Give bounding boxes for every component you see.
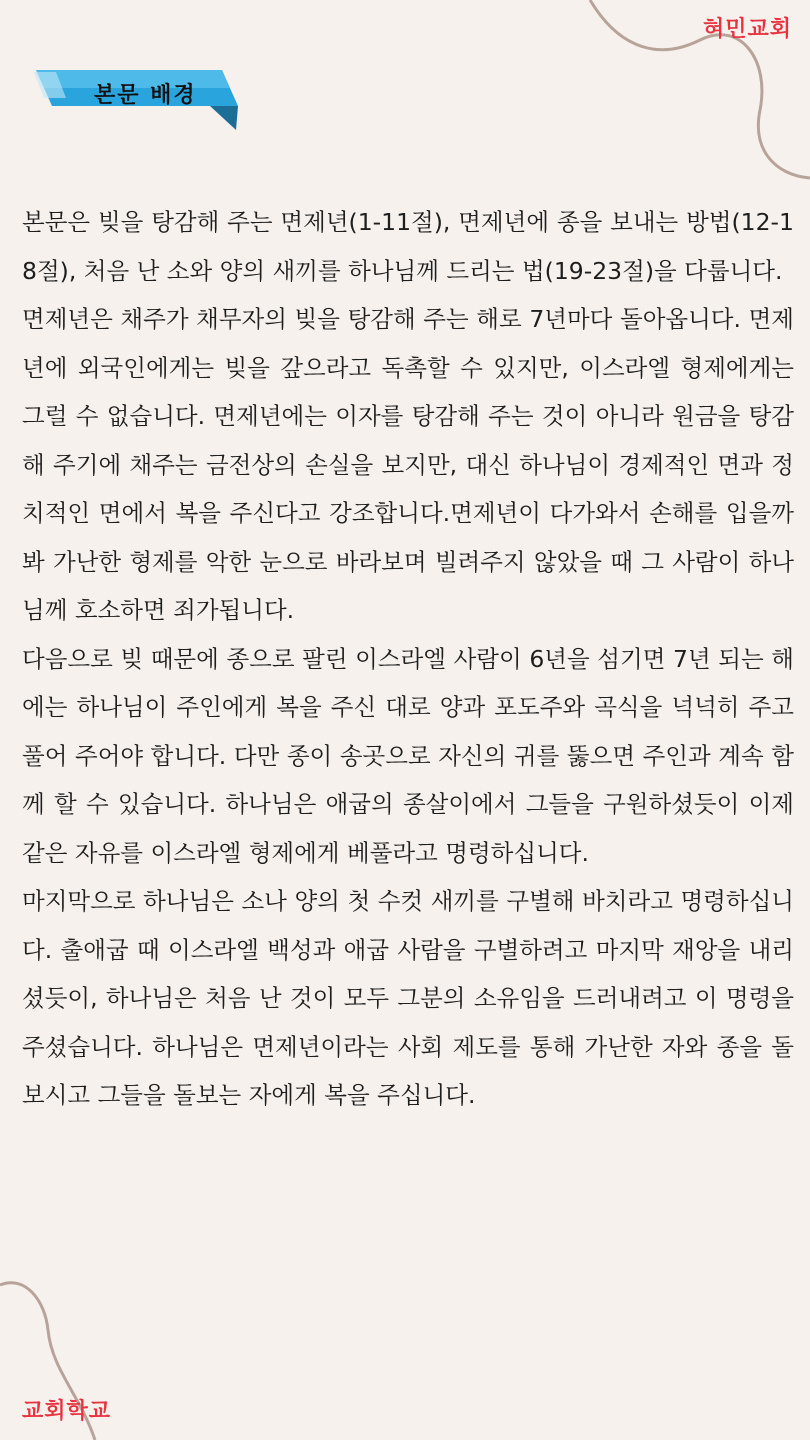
church-brand-top: 혀민교회 bbox=[702, 17, 792, 42]
paragraph-intro: 본문은 빚을 탕감해 주는 면제년(1-11절), 면제년에 종을 보내는 방법(12-18절), 처음 난 소와 양의 새끼를 하나님께 드리는 법(19-23절)을 다룹니다. bbox=[22, 208, 794, 285]
paragraph-firstborn: 마지막으로 하나님은 소나 양의 첫 수컷 새끼를 구별해 바치라고 명령하십니다. 출애굽 때 이스라엘 백성과 애굽 사람을 구별하려고 마지막 재앙을 내리셨듯이, 하나님은 처음 난 것이 모두 그분의 소유임을 드러내려고 이 명령을 주셨습니다. 하나님은 면제년이라는 사회 제도를 통해 가난한 자와 종을 돌보시고 그들을 돌보는 자에게 복을 주십니다. bbox=[22, 887, 794, 1109]
section-banner bbox=[30, 66, 242, 136]
paragraph-servants: 다음으로 빚 때문에 종으로 팔린 이스라엘 사람이 6년을 섬기면 7년 되는 해에는 하나님이 주인에게 복을 주신 대로 양과 포도주와 곡식을 넉넉히 주고 풀어 주어야 합니다. 다만 종이 송곳으로 자신의 귀를 뚫으면 주인과 계속 함께 할 수 있습니다. 하나님은 애굽의 종살이에서 그들을 구원하셨듯이 이제 같은 자유를 이스라엘 형제에게 베풀라고 명령하십니다. bbox=[22, 644, 794, 867]
church-school-brand: 교회학교 bbox=[22, 1399, 112, 1424]
paragraph-jubilee: 면제년은 채주가 채무자의 빚을 탕감해 주는 해로 7년마다 돌아옵니다. 면제년에 외국인에게는 빚을 갚으라고 독촉할 수 있지만, 이스라엘 형제에게는 그럴 수 없습니다. 면제년에는 이자를 탕감해 주는 것이 아니라 원금을 탕감해 주기에 채주는 금전상의 손실을 보지만, 대신 하나님이 경제적인 면과 정치적인 면에서 복을 주신다고 강조합니다.면제년이 다가와서 손해를 입을까 봐 가난한 형제를 악한 눈으로 바라보며 빌려주지 않았을 때 그 사람이 하나님께 호소하면 죄가됩니다. bbox=[22, 305, 794, 624]
banner-title: 본문 배경 bbox=[94, 83, 197, 108]
body-text bbox=[22, 198, 794, 1120]
